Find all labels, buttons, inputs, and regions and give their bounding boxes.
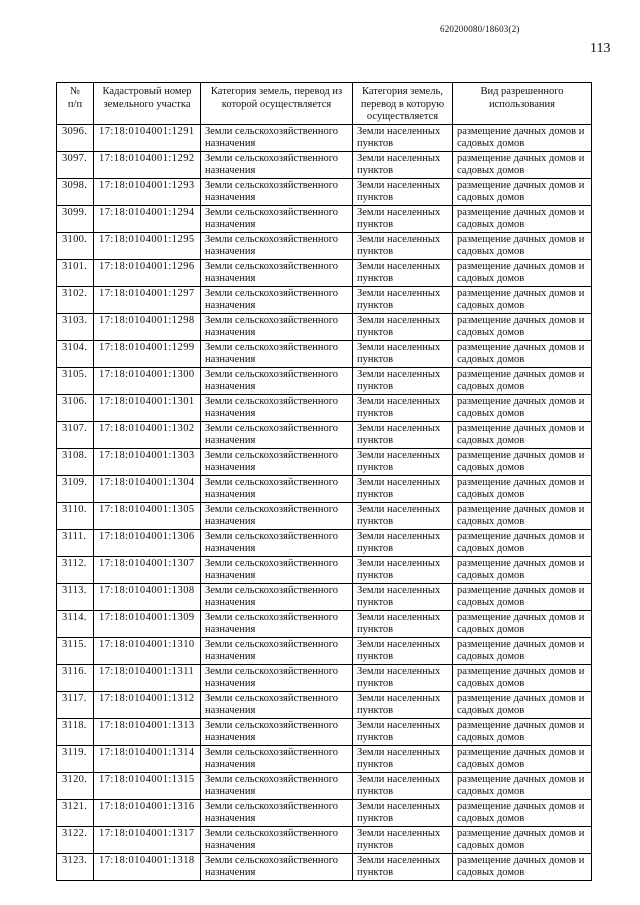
cadastral-number-cell: 17:18:0104001:1312 xyxy=(94,691,201,718)
table-row xyxy=(57,178,592,205)
category-from-cell: Земли сельскохозяйственного назначения xyxy=(201,421,353,448)
permitted-use-cell: размещение дачных домов и садовых домов xyxy=(453,232,592,259)
cadastral-number-cell: 17:18:0104001:1294 xyxy=(94,205,201,232)
cadastral-number-cell: 17:18:0104001:1305 xyxy=(94,502,201,529)
cadastral-number-cell: 17:18:0104001:1318 xyxy=(94,853,201,880)
category-to-cell: Земли населенных пунктов xyxy=(353,583,453,610)
category-from-cell: Земли сельскохозяйственного назначения xyxy=(201,367,353,394)
category-to-cell: Земли населенных пунктов xyxy=(353,502,453,529)
category-to-cell: Земли населенных пунктов xyxy=(353,772,453,799)
page-number: 113 xyxy=(590,41,611,56)
category-from-cell: Земли сельскохозяйственного назначения xyxy=(201,286,353,313)
cadastral-number-cell: 17:18:0104001:1299 xyxy=(94,340,201,367)
category-from-cell: Земли сельскохозяйственного назначения xyxy=(201,583,353,610)
category-from-cell: Земли сельскохозяйственного назначения xyxy=(201,313,353,340)
permitted-use-cell: размещение дачных домов и садовых домов xyxy=(453,286,592,313)
table-row xyxy=(57,583,592,610)
row-number-cell: 3101. xyxy=(57,259,94,286)
permitted-use-cell: размещение дачных домов и садовых домов xyxy=(453,664,592,691)
table-row xyxy=(57,232,592,259)
permitted-use-cell: размещение дачных домов и садовых домов xyxy=(453,259,592,286)
row-number-cell: 3104. xyxy=(57,340,94,367)
row-number-cell: 3098. xyxy=(57,178,94,205)
table-row xyxy=(57,394,592,421)
permitted-use-cell: размещение дачных домов и садовых домов xyxy=(453,556,592,583)
category-to-cell: Земли населенных пунктов xyxy=(353,340,453,367)
table-row xyxy=(57,799,592,826)
permitted-use-cell: размещение дачных домов и садовых домов xyxy=(453,745,592,772)
land-parcels-table xyxy=(56,82,592,881)
row-number-cell: 3119. xyxy=(57,745,94,772)
table-row xyxy=(57,826,592,853)
cadastral-number-cell: 17:18:0104001:1298 xyxy=(94,313,201,340)
header-number-symbol: № xyxy=(69,86,81,97)
permitted-use-cell: размещение дачных домов и садовых домов xyxy=(453,313,592,340)
permitted-use-cell: размещение дачных домов и садовых домов xyxy=(453,475,592,502)
row-number-cell: 3117. xyxy=(57,691,94,718)
category-from-cell: Земли сельскохозяйственного назначения xyxy=(201,799,353,826)
permitted-use-cell: размещение дачных домов и садовых домов xyxy=(453,502,592,529)
category-to-cell: Земли населенных пунктов xyxy=(353,853,453,880)
table-row xyxy=(57,475,592,502)
cadastral-number-cell: 17:18:0104001:1301 xyxy=(94,394,201,421)
category-from-cell: Земли сельскохозяйственного назначения xyxy=(201,394,353,421)
category-from-cell: Земли сельскохозяйственного назначения xyxy=(201,124,353,151)
permitted-use-cell: размещение дачных домов и садовых домов xyxy=(453,124,592,151)
table-row xyxy=(57,151,592,178)
category-to-cell: Земли населенных пунктов xyxy=(353,745,453,772)
category-from-cell: Земли сельскохозяйственного назначения xyxy=(201,556,353,583)
category-to-cell: Земли населенных пунктов xyxy=(353,313,453,340)
row-number-cell: 3122. xyxy=(57,826,94,853)
table-row xyxy=(57,853,592,880)
table-row xyxy=(57,367,592,394)
category-to-cell: Земли населенных пунктов xyxy=(353,232,453,259)
cadastral-number-cell: 17:18:0104001:1292 xyxy=(94,151,201,178)
table-row xyxy=(57,286,592,313)
category-to-cell: Земли населенных пунктов xyxy=(353,691,453,718)
row-number-cell: 3116. xyxy=(57,664,94,691)
row-number-cell: 3111. xyxy=(57,529,94,556)
row-number-cell: 3103. xyxy=(57,313,94,340)
category-to-cell: Земли населенных пунктов xyxy=(353,259,453,286)
permitted-use-cell: размещение дачных домов и садовых домов xyxy=(453,853,592,880)
permitted-use-cell: размещение дачных домов и садовых домов xyxy=(453,448,592,475)
category-to-cell: Земли населенных пунктов xyxy=(353,178,453,205)
table-row xyxy=(57,664,592,691)
permitted-use-cell: размещение дачных домов и садовых домов xyxy=(453,529,592,556)
row-number-cell: 3105. xyxy=(57,367,94,394)
permitted-use-cell: размещение дачных домов и садовых домов xyxy=(453,772,592,799)
table-row xyxy=(57,718,592,745)
category-from-cell: Земли сельскохозяйственного назначения xyxy=(201,448,353,475)
cadastral-number-cell: 17:18:0104001:1313 xyxy=(94,718,201,745)
permitted-use-cell: размещение дачных домов и садовых домов xyxy=(453,178,592,205)
category-from-cell: Земли сельскохозяйственного назначения xyxy=(201,502,353,529)
row-number-cell: 3121. xyxy=(57,799,94,826)
cadastral-number-cell: 17:18:0104001:1311 xyxy=(94,664,201,691)
header-category-from: Категория земель, перевод из которой осуществляется xyxy=(201,83,353,125)
category-from-cell: Земли сельскохозяйственного назначения xyxy=(201,205,353,232)
category-to-cell: Земли населенных пунктов xyxy=(353,394,453,421)
header-cadastral-number: Кадастровый номер земельного участка xyxy=(94,83,201,125)
permitted-use-cell: размещение дачных домов и садовых домов xyxy=(453,151,592,178)
permitted-use-cell: размещение дачных домов и садовых домов xyxy=(453,583,592,610)
category-from-cell: Земли сельскохозяйственного назначения xyxy=(201,475,353,502)
table-row xyxy=(57,745,592,772)
row-number-cell: 3112. xyxy=(57,556,94,583)
permitted-use-cell: размещение дачных домов и садовых домов xyxy=(453,340,592,367)
row-number-cell: 3109. xyxy=(57,475,94,502)
permitted-use-cell: размещение дачных домов и садовых домов xyxy=(453,394,592,421)
category-to-cell: Земли населенных пунктов xyxy=(353,205,453,232)
category-to-cell: Земли населенных пунктов xyxy=(353,151,453,178)
category-from-cell: Земли сельскохозяйственного назначения xyxy=(201,853,353,880)
category-from-cell: Земли сельскохозяйственного назначения xyxy=(201,772,353,799)
category-from-cell: Земли сельскохозяйственного назначения xyxy=(201,610,353,637)
row-number-cell: 3099. xyxy=(57,205,94,232)
permitted-use-cell: размещение дачных домов и садовых домов xyxy=(453,637,592,664)
category-to-cell: Земли населенных пунктов xyxy=(353,124,453,151)
row-number-cell: 3115. xyxy=(57,637,94,664)
table-header xyxy=(57,83,592,125)
header-permitted-use: Вид разрешенного использования xyxy=(453,83,592,125)
category-to-cell: Земли населенных пунктов xyxy=(353,448,453,475)
category-from-cell: Земли сельскохозяйственного назначения xyxy=(201,151,353,178)
category-to-cell: Земли населенных пунктов xyxy=(353,286,453,313)
header-row xyxy=(57,83,592,125)
row-number-cell: 3123. xyxy=(57,853,94,880)
row-number-cell: 3113. xyxy=(57,583,94,610)
cadastral-number-cell: 17:18:0104001:1309 xyxy=(94,610,201,637)
category-to-cell: Земли населенных пунктов xyxy=(353,664,453,691)
table-row xyxy=(57,421,592,448)
row-number-cell: 3110. xyxy=(57,502,94,529)
row-number-cell: 3108. xyxy=(57,448,94,475)
category-to-cell: Земли населенных пунктов xyxy=(353,556,453,583)
category-to-cell: Земли населенных пунктов xyxy=(353,718,453,745)
header-row-number xyxy=(57,83,94,125)
category-from-cell: Земли сельскохозяйственного назначения xyxy=(201,178,353,205)
cadastral-number-cell: 17:18:0104001:1310 xyxy=(94,637,201,664)
permitted-use-cell: размещение дачных домов и садовых домов xyxy=(453,421,592,448)
row-number-cell: 3106. xyxy=(57,394,94,421)
category-from-cell: Земли сельскохозяйственного назначения xyxy=(201,529,353,556)
row-number-cell: 3118. xyxy=(57,718,94,745)
row-number-cell: 3107. xyxy=(57,421,94,448)
cadastral-number-cell: 17:18:0104001:1296 xyxy=(94,259,201,286)
category-to-cell: Земли населенных пунктов xyxy=(353,637,453,664)
cadastral-number-cell: 17:18:0104001:1303 xyxy=(94,448,201,475)
row-number-cell: 3096. xyxy=(57,124,94,151)
cadastral-number-cell: 17:18:0104001:1297 xyxy=(94,286,201,313)
row-number-cell: 3114. xyxy=(57,610,94,637)
row-number-cell: 3120. xyxy=(57,772,94,799)
row-number-cell: 3100. xyxy=(57,232,94,259)
cadastral-number-cell: 17:18:0104001:1293 xyxy=(94,178,201,205)
table-row xyxy=(57,691,592,718)
table-row xyxy=(57,502,592,529)
cadastral-number-cell: 17:18:0104001:1315 xyxy=(94,772,201,799)
table-row xyxy=(57,124,592,151)
category-to-cell: Земли населенных пунктов xyxy=(353,799,453,826)
cadastral-number-cell: 17:18:0104001:1314 xyxy=(94,745,201,772)
table-row xyxy=(57,259,592,286)
cadastral-number-cell: 17:18:0104001:1302 xyxy=(94,421,201,448)
permitted-use-cell: размещение дачных домов и садовых домов xyxy=(453,826,592,853)
header-number-abbr: п/п xyxy=(67,98,83,110)
table-row xyxy=(57,529,592,556)
header-category-to: Категория земель, перевод в которую осуществляется xyxy=(353,83,453,125)
permitted-use-cell: размещение дачных домов и садовых домов xyxy=(453,367,592,394)
cadastral-number-cell: 17:18:0104001:1291 xyxy=(94,124,201,151)
category-from-cell: Земли сельскохозяйственного назначения xyxy=(201,340,353,367)
category-from-cell: Земли сельскохозяйственного назначения xyxy=(201,691,353,718)
table-row xyxy=(57,448,592,475)
table-row xyxy=(57,637,592,664)
category-to-cell: Земли населенных пунктов xyxy=(353,610,453,637)
category-from-cell: Земли сельскохозяйственного назначения xyxy=(201,664,353,691)
category-from-cell: Земли сельскохозяйственного назначения xyxy=(201,826,353,853)
row-number-cell: 3102. xyxy=(57,286,94,313)
permitted-use-cell: размещение дачных домов и садовых домов xyxy=(453,205,592,232)
cadastral-number-cell: 17:18:0104001:1295 xyxy=(94,232,201,259)
category-from-cell: Земли сельскохозяйственного назначения xyxy=(201,232,353,259)
cadastral-number-cell: 17:18:0104001:1317 xyxy=(94,826,201,853)
cadastral-number-cell: 17:18:0104001:1307 xyxy=(94,556,201,583)
cadastral-number-cell: 17:18:0104001:1304 xyxy=(94,475,201,502)
category-from-cell: Земли сельскохозяйственного назначения xyxy=(201,745,353,772)
category-to-cell: Земли населенных пунктов xyxy=(353,421,453,448)
table-row xyxy=(57,313,592,340)
document-number: 620200080/18603(2) xyxy=(440,24,520,34)
category-from-cell: Земли сельскохозяйственного назначения xyxy=(201,718,353,745)
table-body xyxy=(57,124,592,880)
cadastral-number-cell: 17:18:0104001:1308 xyxy=(94,583,201,610)
permitted-use-cell: размещение дачных домов и садовых домов xyxy=(453,691,592,718)
cadastral-number-cell: 17:18:0104001:1316 xyxy=(94,799,201,826)
category-from-cell: Земли сельскохозяйственного назначения xyxy=(201,259,353,286)
category-to-cell: Земли населенных пунктов xyxy=(353,529,453,556)
table-row xyxy=(57,556,592,583)
category-to-cell: Земли населенных пунктов xyxy=(353,475,453,502)
category-from-cell: Земли сельскохозяйственного назначения xyxy=(201,637,353,664)
permitted-use-cell: размещение дачных домов и садовых домов xyxy=(453,799,592,826)
cadastral-number-cell: 17:18:0104001:1300 xyxy=(94,367,201,394)
table-row xyxy=(57,340,592,367)
table-row xyxy=(57,205,592,232)
table-row xyxy=(57,772,592,799)
permitted-use-cell: размещение дачных домов и садовых домов xyxy=(453,610,592,637)
category-to-cell: Земли населенных пунктов xyxy=(353,826,453,853)
row-number-cell: 3097. xyxy=(57,151,94,178)
table-row xyxy=(57,610,592,637)
category-to-cell: Земли населенных пунктов xyxy=(353,367,453,394)
cadastral-number-cell: 17:18:0104001:1306 xyxy=(94,529,201,556)
permitted-use-cell: размещение дачных домов и садовых домов xyxy=(453,718,592,745)
